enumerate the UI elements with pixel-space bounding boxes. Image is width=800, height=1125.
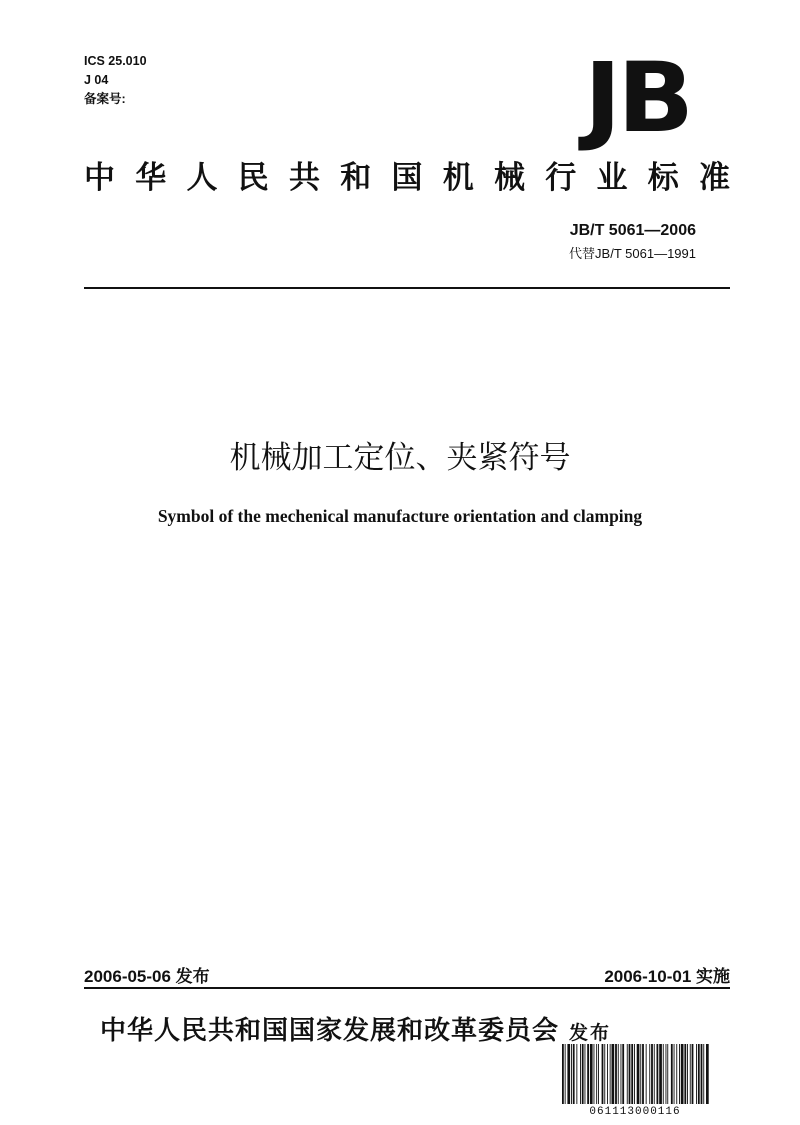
classification-code: J 04 xyxy=(84,73,109,87)
issuing-authority xyxy=(100,1010,611,1047)
standard-number: JB/T 5061—2006 xyxy=(569,222,696,239)
title-char: 械 xyxy=(494,160,525,195)
document-title-chinese: 机械加工定位、夹紧符号 xyxy=(229,440,571,476)
document-title-english: Symbol of the mechenical manufacture orientation and clamping xyxy=(157,506,643,526)
issuer-suffix: 发布 xyxy=(569,1023,612,1044)
standard-category-title xyxy=(84,158,730,198)
title-char: 准 xyxy=(699,160,730,195)
title-char: 华 xyxy=(135,160,167,195)
title-char: 国 xyxy=(391,160,423,195)
top-divider xyxy=(84,287,730,289)
jb-logo: JB xyxy=(584,42,690,154)
title-char: 机 xyxy=(442,160,474,195)
record-number: 备案号: xyxy=(84,92,126,106)
effective-date: 2006-10-01 实施 xyxy=(604,967,730,986)
title-char: 标 xyxy=(647,160,679,195)
barcode-icon xyxy=(560,1044,710,1104)
title-char: 和 xyxy=(340,160,372,195)
title-char: 中 xyxy=(84,160,115,195)
title-char: 共 xyxy=(289,160,320,195)
publish-date: 2006-05-06 发布 xyxy=(84,967,210,986)
issuer-name: 中华人民共和国国家发展和改革委员会 xyxy=(100,1015,560,1045)
ics-code: ICS 25.010 xyxy=(84,54,147,68)
title-char: 民 xyxy=(237,160,269,195)
bottom-divider xyxy=(84,987,730,989)
title-char: 行 xyxy=(545,160,577,195)
title-char: 业 xyxy=(596,160,628,195)
document-meta xyxy=(84,52,147,109)
title-char: 人 xyxy=(186,160,218,195)
barcode-number: 061113000116 xyxy=(589,1106,681,1118)
replaces-standard: 代替JB/T 5061—1991 xyxy=(569,246,696,261)
